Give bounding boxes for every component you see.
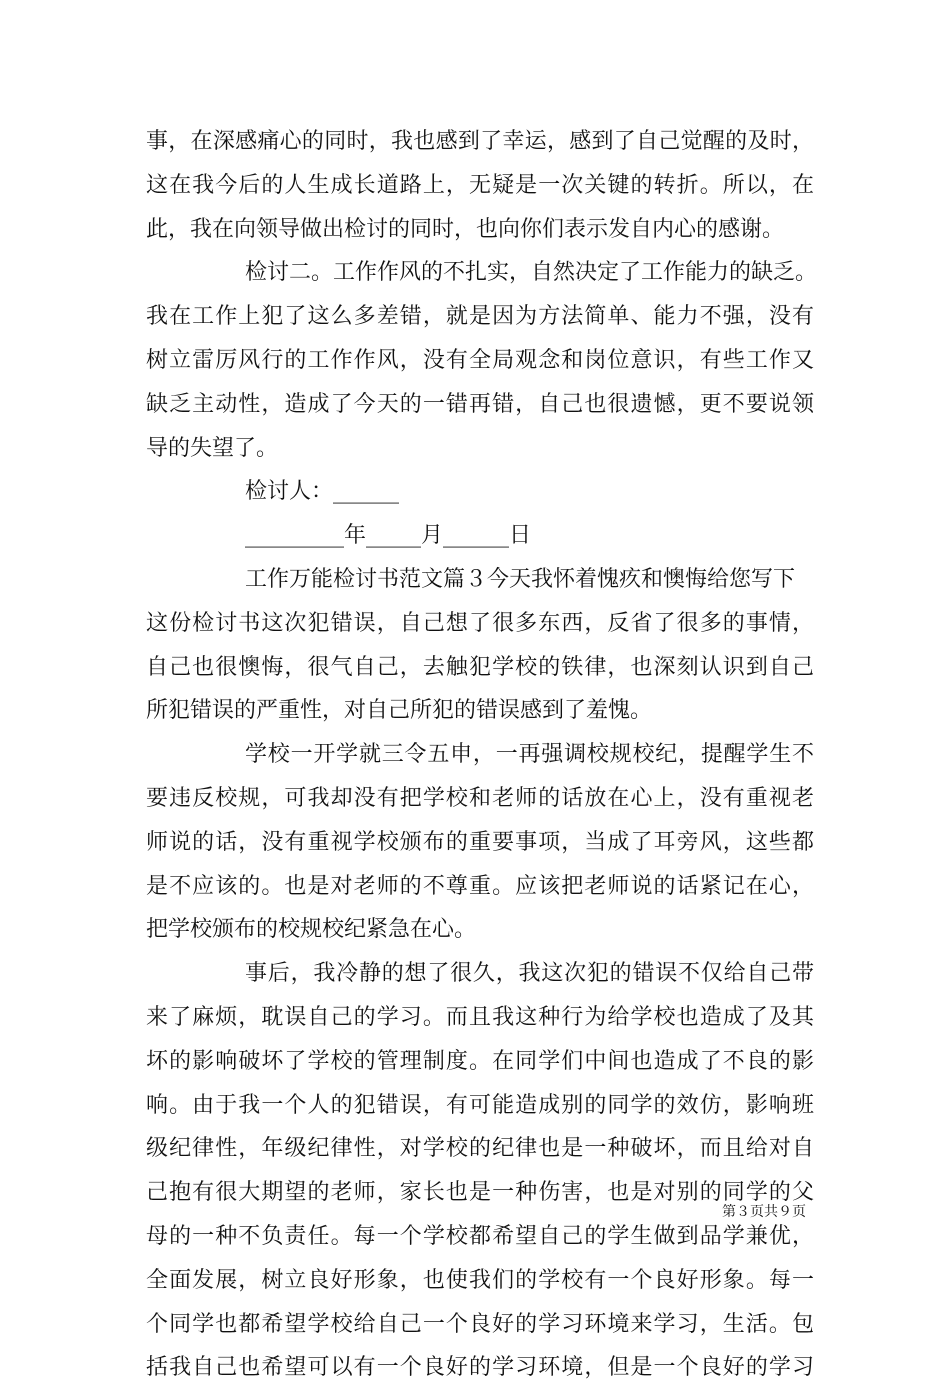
text-line-24: 级纪律性，年级纪律性，对学校的纪律也是一种破坏，而且给对自: [146, 1136, 814, 1162]
text-line-27: 全面发展，树立良好形象，也使我们的学校有一个良好形象。每一: [146, 1267, 814, 1293]
text-line-15: 学校一开学就三令五申，一再强调校规校纪，提醒学生不: [245, 742, 814, 768]
text-line-25: 己抱有很大期望的老师，家长也是一种伤害，也是对别的同学的父: [146, 1180, 814, 1206]
page-number: 第３页共９页: [722, 1204, 806, 1220]
document-body: [146, 120, 818, 1390]
text-line-6: 树立雷厉风行的工作作风，没有全局观念和岗位意识，有些工作又: [146, 347, 814, 373]
text-line-22: 坏的影响破坏了学校的管理制度。在同学们中间也造成了不良的影: [146, 1048, 814, 1074]
signature-line: 检讨人：______: [245, 479, 400, 505]
text-line-23: 响。由于我一个人的犯错误，有可能造成别的同学的效仿，影响班: [146, 1092, 814, 1118]
text-line-2: 这在我今后的人生成长道路上，无疑是一次关键的转折。所以，在: [146, 172, 814, 198]
text-line-7: 缺乏主动性，造成了今天的一错再错，自己也很遗憾，更不要说领: [146, 391, 814, 417]
text-line-28: 个同学也都希望学校给自己一个良好的学习环境来学习，生活。包: [146, 1311, 814, 1337]
text-line-11: 工作万能检讨书范文篇３今天我怀着愧疚和懊悔给您写下: [245, 566, 796, 592]
text-line-20: 事后，我冷静的想了很久，我这次犯的错误不仅给自己带: [245, 961, 814, 987]
text-line-29: 括我自己也希望可以有一个良好的学习环境，但是一个良好的学习: [146, 1355, 814, 1381]
text-line-4: 检讨二。工作作风的不扎实，自然决定了工作能力的缺乏。: [245, 260, 818, 286]
text-line-3: 此，我在向领导做出检讨的同时，也向你们表示发自内心的感谢。: [146, 216, 785, 242]
text-line-16: 要违反校规，可我却没有把学校和老师的话放在心上，没有重视老: [146, 785, 814, 811]
text-line-17: 师说的话，没有重视学校颁布的重要事项，当成了耳旁风，这些都: [146, 829, 814, 855]
text-line-8: 导的失望了。: [146, 435, 279, 461]
text-line-5: 我在工作上犯了这么多差错，就是因为方法简单、能力不强，没有: [146, 304, 814, 330]
date-line: _________年_____月______日: [245, 523, 532, 549]
text-line-13: 自己也很懊悔，很气自己，去触犯学校的铁律，也深刻认识到自己: [146, 654, 814, 680]
text-line-26: 母的一种不负责任。每一个学校都希望自己的学生做到品学兼优，: [146, 1223, 814, 1249]
text-line-14: 所犯错误的严重性，对自己所犯的错误感到了羞愧。: [146, 698, 653, 724]
text-line-19: 把学校颁布的校规校纪紧急在心。: [146, 917, 477, 943]
text-line-12: 这份检讨书这次犯错误，自己想了很多东西，反省了很多的事情，: [146, 610, 814, 636]
text-line-21: 来了麻烦，耽误自己的学习。而且我这种行为给学校也造成了及其: [146, 1004, 814, 1030]
text-line-1: 事，在深感痛心的同时，我也感到了幸运，感到了自己觉醒的及时，: [146, 129, 814, 154]
text-line-18: 是不应该的。也是对老师的不尊重。应该把老师说的话紧记在心，: [146, 873, 814, 899]
